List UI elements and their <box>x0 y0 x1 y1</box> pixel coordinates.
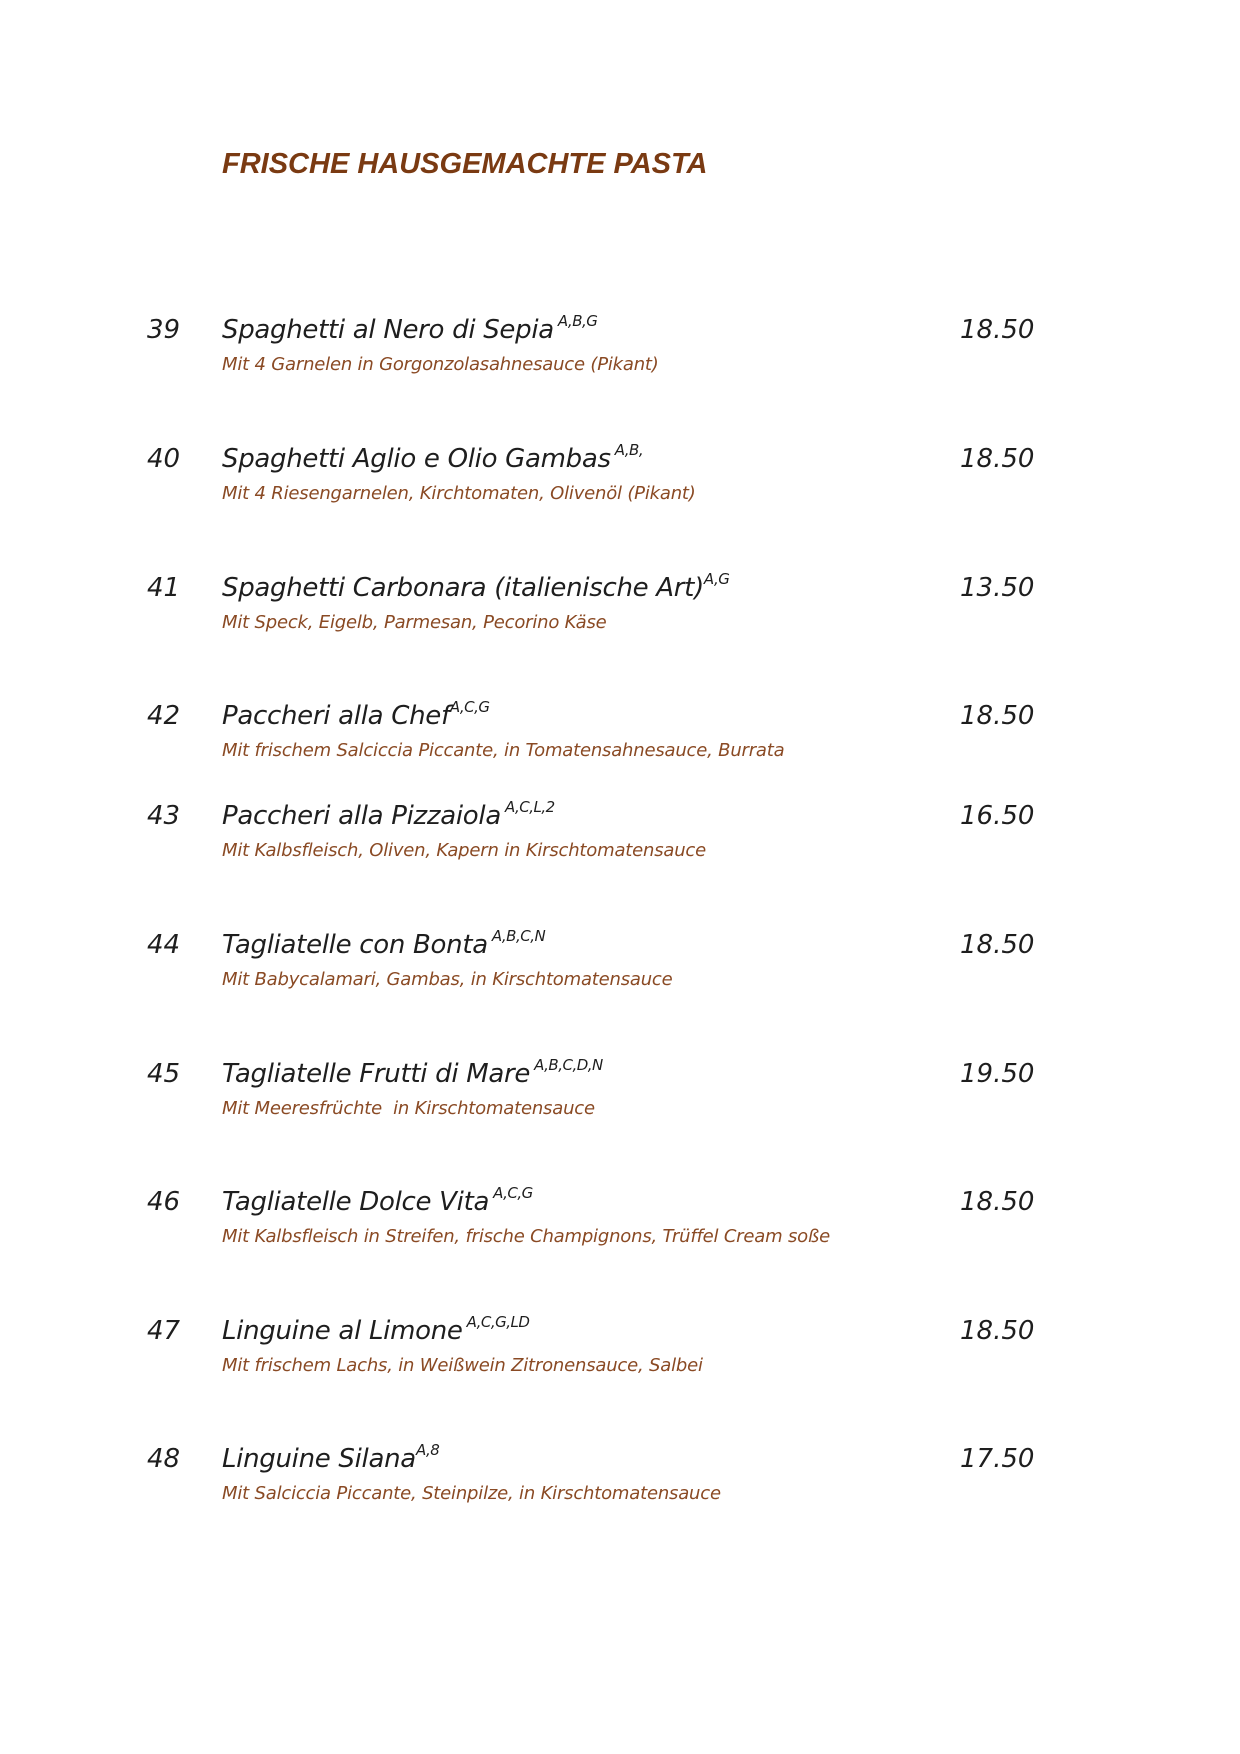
item-price: 19.50 <box>960 1059 1035 1089</box>
item-allergens: A,B, <box>614 441 644 459</box>
item-price: 17.50 <box>960 1444 1035 1474</box>
item-number: 48 <box>147 1444 181 1474</box>
menu-item <box>0 314 1240 394</box>
menu-item <box>0 1058 1240 1138</box>
item-name-text: Paccheri alla Chef <box>222 701 450 731</box>
item-name-text: Tagliatelle con Bonta <box>222 930 488 960</box>
item-name-text: Tagliatelle Frutti di Mare <box>222 1059 531 1089</box>
item-name-text: Spaghetti Aglio e Olio Gambas <box>222 444 611 474</box>
item-number: 46 <box>147 1187 181 1217</box>
item-name <box>222 1058 603 1093</box>
item-name-text: Spaghetti al Nero di Sepia <box>222 315 554 345</box>
item-name <box>222 314 597 349</box>
item-name-text: Linguine al Limone <box>222 1316 463 1346</box>
item-allergens: A,C,G <box>449 698 490 716</box>
item-description: Mit Speck, Eigelb, Parmesan, Pecorino Käse <box>222 612 607 633</box>
item-description: Mit 4 Garnelen in Gorgonzolasahnesauce (Pikant) <box>222 354 659 375</box>
item-allergens: A,C,G <box>493 1184 533 1202</box>
item-price: 18.50 <box>960 444 1035 474</box>
menu-item <box>0 443 1240 523</box>
menu-item <box>0 800 1240 880</box>
item-description: Mit Kalbsfleisch in Streifen, frische Champignons, Trüffel Cream soße <box>222 1226 830 1247</box>
item-name <box>222 1186 533 1221</box>
menu-item <box>0 572 1240 652</box>
page-title: FRISCHE HAUSGEMACHTE PASTA <box>222 148 708 180</box>
item-price: 16.50 <box>960 801 1035 831</box>
item-description: Mit Babycalamari, Gambas, in Kirschtomatensauce <box>222 969 673 990</box>
item-number: 44 <box>147 930 181 960</box>
menu-item <box>0 700 1240 780</box>
item-number: 42 <box>147 701 181 731</box>
item-price: 18.50 <box>960 930 1035 960</box>
item-description: Mit frischem Lachs, in Weißwein Zitronensauce, Salbei <box>222 1355 703 1376</box>
item-number: 45 <box>147 1059 181 1089</box>
item-allergens: A,C,G,LD <box>466 1313 530 1331</box>
item-price: 18.50 <box>960 1187 1035 1217</box>
item-price: 18.50 <box>960 701 1035 731</box>
menu-item <box>0 1443 1240 1523</box>
item-description: Mit frischem Salciccia Piccante, in Tomatensahnesauce, Burrata <box>222 740 785 761</box>
item-name <box>222 929 545 964</box>
item-description: Mit Kalbsfleisch, Oliven, Kapern in Kirschtomatensauce <box>222 840 706 861</box>
item-allergens: A,B,G <box>557 312 598 330</box>
item-number: 47 <box>147 1316 181 1346</box>
menu-item <box>0 1186 1240 1266</box>
item-description: Mit Meeresfrüchte in Kirschtomatensauce <box>222 1098 595 1119</box>
item-price: 13.50 <box>960 573 1035 603</box>
menu-item <box>0 929 1240 1009</box>
item-number: 43 <box>147 801 181 831</box>
item-allergens: A,B,C,D,N <box>534 1056 603 1074</box>
item-name <box>222 572 729 607</box>
item-allergens: A,G <box>703 570 730 588</box>
item-number: 41 <box>147 573 181 603</box>
item-name <box>222 1315 529 1350</box>
item-name-text: Paccheri alla Pizzaiola <box>222 801 501 831</box>
item-allergens: A,C,L,2 <box>504 798 555 816</box>
item-allergens: A,B,C,N <box>491 927 546 945</box>
item-name-text: Linguine Silana <box>222 1444 416 1474</box>
item-name <box>222 700 490 735</box>
item-allergens: A,8 <box>415 1441 440 1459</box>
item-name <box>222 443 643 478</box>
item-price: 18.50 <box>960 1316 1035 1346</box>
item-description: Mit 4 Riesengarnelen, Kirchtomaten, Olivenöl (Pikant) <box>222 483 696 504</box>
item-number: 40 <box>147 444 181 474</box>
item-name <box>222 800 555 835</box>
item-name-text: Tagliatelle Dolce Vita <box>222 1187 490 1217</box>
item-name <box>222 1443 439 1478</box>
item-number: 39 <box>147 315 181 345</box>
item-price: 18.50 <box>960 315 1035 345</box>
menu-item <box>0 1315 1240 1395</box>
item-name-text: Spaghetti Carbonara (italienische Art) <box>222 573 704 603</box>
item-description: Mit Salciccia Piccante, Steinpilze, in Kirschtomatensauce <box>222 1483 721 1504</box>
